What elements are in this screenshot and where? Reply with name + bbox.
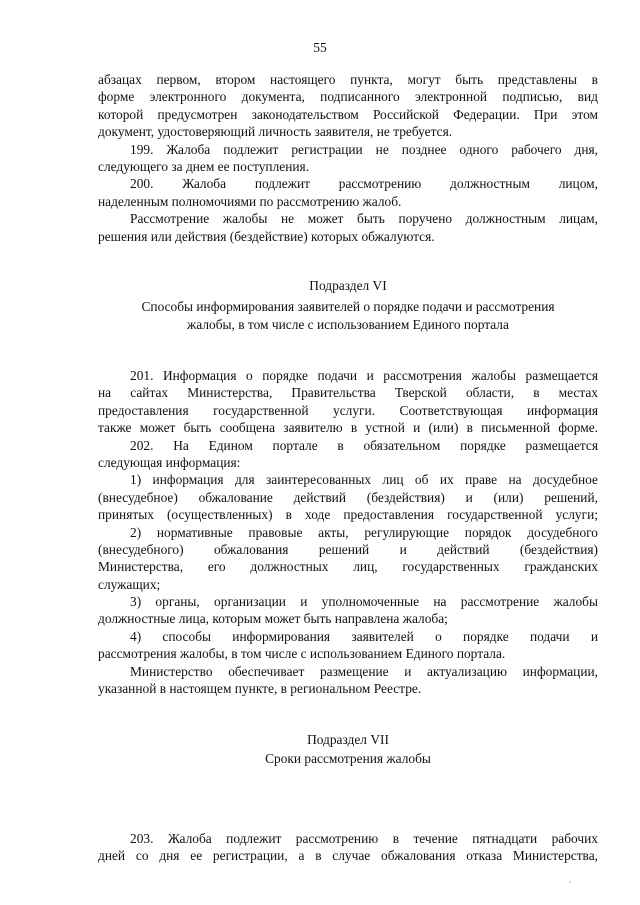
text-line: 203. Жалоба подлежит рассмотрению в течение пятнадцати рабочих — [130, 831, 598, 846]
text-line: 199. Жалоба подлежит регистрации не позднее одного рабочего дня, — [130, 141, 598, 157]
text-line: служащих; — [98, 576, 161, 592]
text-line: Министерство обеспечивает размещение и актуализацию информации, — [130, 663, 598, 679]
text-line: Рассмотрение жалобы не может быть поручено должностным лицам, — [130, 211, 598, 227]
text-line: принятых (осуществленных) в ходе предоставления государственной услуги; — [98, 507, 598, 523]
section-subtitle: Сроки рассмотрения жалобы — [265, 751, 431, 767]
text-line: 201. Информация о порядке подачи и рассмотрения жалобы размещается — [130, 368, 598, 383]
section-subtitle: Способы информирования заявителей о порядке подачи и рассмотрения — [141, 299, 555, 315]
section-title: Подраздел VI — [309, 278, 387, 293]
text-line: (внесудебное) обжалование действий (бездействия) и (или) решений, — [98, 489, 598, 505]
section-7-heading — [98, 731, 598, 768]
text-line: предоставления государственной услуги. Соответствующая информация — [98, 402, 598, 418]
section-subtitle: жалобы, в том числе с использованием Единого портала — [187, 316, 509, 332]
text-line: форме электронного документа, подписанного электронной подписью, вид — [98, 89, 598, 105]
section-6-heading — [98, 277, 598, 333]
text-line: также может быть сообщена заявителю в устной и (или) в письменной форме. — [98, 420, 598, 436]
paragraph-block-203 — [98, 830, 598, 865]
paragraph-block-201-202 — [98, 367, 598, 697]
scan-speck — [569, 881, 571, 883]
section-title: Подраздел VII — [307, 732, 389, 747]
text-line: должностные лица, которым может быть направлена жалоба; — [98, 611, 448, 627]
text-line: 4) способы информирования заявителей о порядке подачи и — [130, 628, 598, 644]
text-line: (внесудебного) обжалования решений и действий (бездействия) — [98, 541, 598, 557]
paragraph-block-198-200 — [98, 71, 598, 245]
text-line: дней со дня ее регистрации, а в случае обжалования отказа Министерства, — [98, 848, 598, 864]
text-line: которой предусмотрен законодательством Российской Федерации. При этом — [98, 106, 598, 122]
page-number: 55 — [313, 40, 327, 55]
text-line: решения или действия (бездействие) которых обжалуются. — [98, 228, 435, 244]
text-line: следующая информация: — [98, 454, 241, 470]
text-line: Министерства, его должностных лиц, государственных гражданских — [98, 559, 598, 575]
text-line: 200. Жалоба подлежит рассмотрению должностным лицом, — [130, 176, 598, 192]
text-line: на сайтах Министерства, Правительства Тверской области, в местах — [98, 385, 598, 401]
text-line: 3) органы, организации и уполномоченные на рассмотрение жалобы — [130, 594, 598, 610]
text-line: рассмотрения жалобы, в том числе с использованием Единого портала. — [98, 646, 506, 662]
text-line: документ, удостоверяющий личность заявителя, не требуется. — [98, 124, 453, 140]
text-line: абзацах первом, втором настоящего пункта, могут быть представлены в — [98, 72, 598, 87]
text-line: 2) нормативные правовые акты, регулирующие порядок досудебного — [130, 524, 598, 540]
text-line: 1) информация для заинтересованных лиц об их праве на досудебное — [130, 472, 598, 488]
text-line: наделенным полномочиями по рассмотрению жалоб. — [98, 193, 402, 209]
text-line: 202. На Едином портале в обязательном порядке размещается — [130, 437, 598, 453]
text-line: указанной в настоящем пункте, в региональном Реестре. — [98, 681, 422, 697]
text-line: следующего за днем ее поступления. — [98, 158, 310, 174]
